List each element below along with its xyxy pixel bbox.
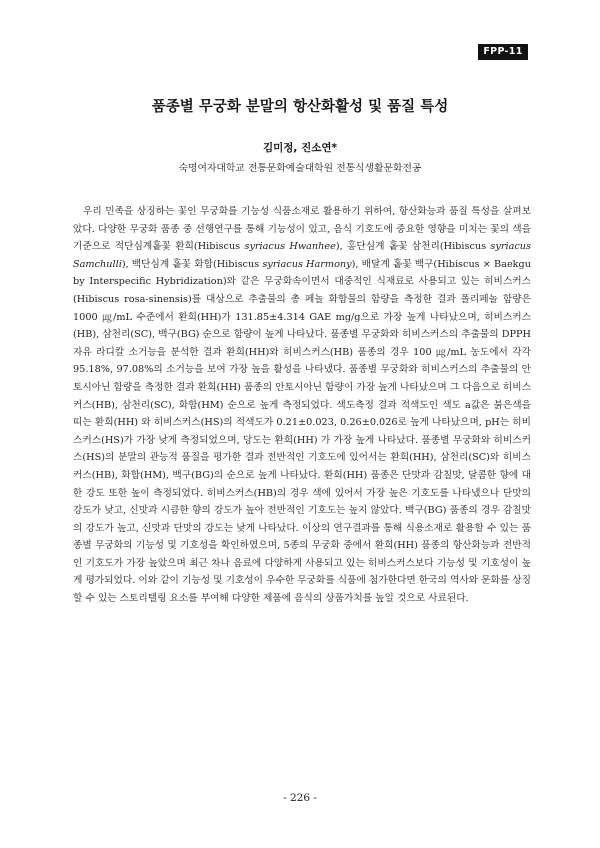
page-number: - 226 -: [283, 792, 317, 804]
affiliation: 숙명여자대학교 전통문화예술대학원 전통식생활문화전공: [178, 163, 422, 174]
abstract-text: ), 홍단심계 홑꽃 삼천리(Hibiscus: [335, 241, 491, 253]
session-code-badge: FPP-11: [478, 44, 528, 60]
paper-title: 품종별 무궁화 분말의 항산화활성 및 품질 특성: [151, 99, 449, 115]
species-name: syriacus Samchulli: [73, 241, 531, 270]
abstract-body: [73, 203, 531, 608]
abstract-text: ), 백단심계 홑꽃 화합(Hibiscus: [121, 258, 263, 270]
author-list: 김미정, 진소연*: [263, 142, 337, 154]
species-name: syriacus Hwanhee: [244, 241, 336, 253]
abstract-text: 우리 민족을 상징하는 꽃인 무궁화를 기능성 식품소재로 활용하기 위하여, 항산화능과 품질 특성을 살펴보았다. 다양한 무궁화 품종 중 선행연구를 통해 기능성이 있고, 음식 기호도에 중요한 영향을 미치는 꽃의 색을 기준으로 적단심계홑꽃 환희(Hibiscus: [73, 206, 531, 253]
species-name: syriacus Harmony: [262, 258, 352, 270]
abstract-text: ), 배달계 홑꽃 백구(Hibiscus × Baekgu by Interspecific Hybridization)와 같은 무궁화속이면서 대중적인 식재료로 사용되고 있는 히비스커스(Hibiscus rosa-sinensis)를 대상으로 추출물의 총 페놀 화합물의 함량을 측정한 결과 폴리페놀 함량은 1000 ㎍/mL 수준에서 환희(HH)가 131.85±4.314 GAE mg/g으로 가장 높게 나타났으며, 히비스커스(HB), 삼천리(SC), 백구(BG) 순으로 함량이 높게 나타났다. 품종별 무궁화와 히비스커스의 추출물의 DPPH 자유 라디칼 소거능을 분석한 결과 환희(HH)와 히비스커스(HB) 품종의 경우 100 ㎍/mL 농도에서 각각 95.18%, 97.08%의 소거능을 보여 가장 높을 활성을 나타냈다. 품종별 무궁화와 히비스커스의 추출물의 안토시아닌 함량을 측정한 결과 환희(HH) 품종의 안토시아닌 함량이 가장 높게 나타났으며 그 다음으로 히비스커스(HB), 삼천리(SC), 화합(HM) 순으로 높게 측정되었다. 색도측정 결과 적색도인 색도 a값은 붉은색을 띠는 환희(HH) 와 히비스커스(HS)의 적색도가 0.21±0.023, 0.26±0.026로 높게 나타났으며, pH는 히비스커스(HS)가 가장 낮게 측정되었으며, 당도는 환희(HH) 가 가장 높게 나타났다. 품종별 무궁화와 히비스커스(HS)의 분말의 관능적 품질을 평가한 결과 전반적인 기호도에 있어서는 환희(HH), 삼천리(SC)와 히비스커스(HB), 화합(HM), 백구(BG)의 순으로 높게 나타났다. 환희(HH) 품종은 단맛과 감칠맛, 달콤한 향에 대한 강도 또한 높이 측정되었다. 히비스커스(HB)의 경우 색에 있어서 가장 높은 기호도를 나타냈으나 단맛의 강도가 낮고, 신맛과 시큼한 향의 강도가 높아 전반적인 기호도는 높지 않았다. 백구(BG) 품종의 경우 감칠맛의 강도가 높고, 신맛과 단맛의 강도는 낮게 나타났다. 이상의 연구결과를 통해 식용소재로 활용할 수 있는 품종별 무궁화의 기능성 및 기호성을 확인하였으며, 5종의 무궁화 중에서 환희(HH) 품종의 항산화능과 전반적인 기호도가 가장 높았으며 최근 차나 음료에 다양하게 사용되고 있는 히비스커스보다 기능성 및 기호성이 높게 평가되었다. 이와 같이 기능성 및 기호성이 우수한 무궁화를 식품에 첨가한다면 한국의 역사와 문화를 상징할 수 있는 스토리텔링 요소를 부여해 다양한 제품에 음식의 상품가치를 높일 것으로 사료된다.: [73, 258, 531, 605]
